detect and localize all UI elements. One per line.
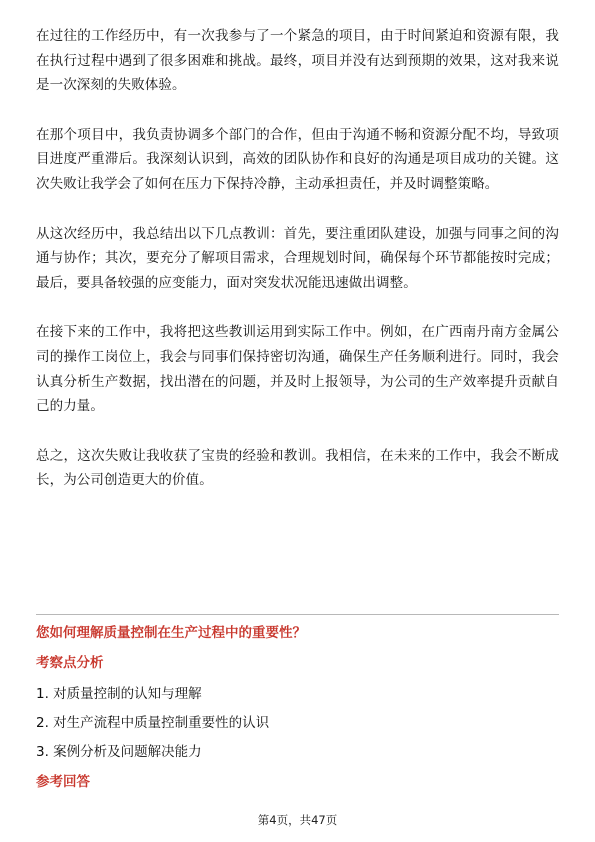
analysis-point-1: 1. 对质量控制的认知与理解 — [36, 686, 202, 702]
page-number: 第4页，共47页 — [257, 813, 338, 827]
paragraph-4: 在接下来的工作中，我将把这些教训运用到实际工作中。例如，在广西南丹南方金属公司的操作工岗位上，我会与同事们保持密切沟通，确保生产任务顺利进行。同时，我会认真分析生产数据，找出潜在的问题，并及时上报领导，为公司的生产效率提升贡献自己的力量。 — [36, 324, 559, 415]
analysis-point-2: 2. 对生产流程中质量控制重要性的认识 — [36, 715, 270, 731]
analysis-point-3: 3. 案例分析及问题解决能力 — [36, 744, 202, 760]
paragraph-5: 总之，这次失败让我收获了宝贵的经验和教训。我相信，在未来的工作中，我会不断成长，为公司创造更大的价值。 — [36, 447, 559, 489]
reference-answer-heading: 参考回答 — [36, 774, 90, 790]
answer-body — [36, 24, 559, 493]
paragraph-3: 从这次经历中，我总结出以下几点教训：首先，要注重团队建设，加强与同事之间的沟通与协作；其次，要充分了解项目需求，合理规划时间，确保每个环节都能按时完成；最后，要具备较强的应变能力，面对突发状况能迅速做出调整。 — [36, 225, 559, 291]
analysis-list — [36, 680, 269, 767]
paragraph-2: 在那个项目中，我负责协调多个部门的合作，但由于沟通不畅和资源分配不均，导致项目进度严重滞后。我深刻认识到，高效的团队协作和良好的沟通是项目成功的关键。这次失败让我学会了如何在压力下保持冷静，主动承担责任，并及时调整策略。 — [36, 126, 559, 192]
analysis-heading: 考察点分析 — [36, 655, 104, 671]
section-divider — [36, 614, 559, 615]
question-heading: 您如何理解质量控制在生产过程中的重要性？ — [36, 625, 306, 641]
paragraph-1: 在过往的工作经历中，有一次我参与了一个紧急的项目，由于时间紧迫和资源有限，我在执行过程中遇到了很多困难和挑战。最终，项目并没有达到预期的效果，这对我来说是一次深刻的失败体验。 — [36, 28, 559, 94]
